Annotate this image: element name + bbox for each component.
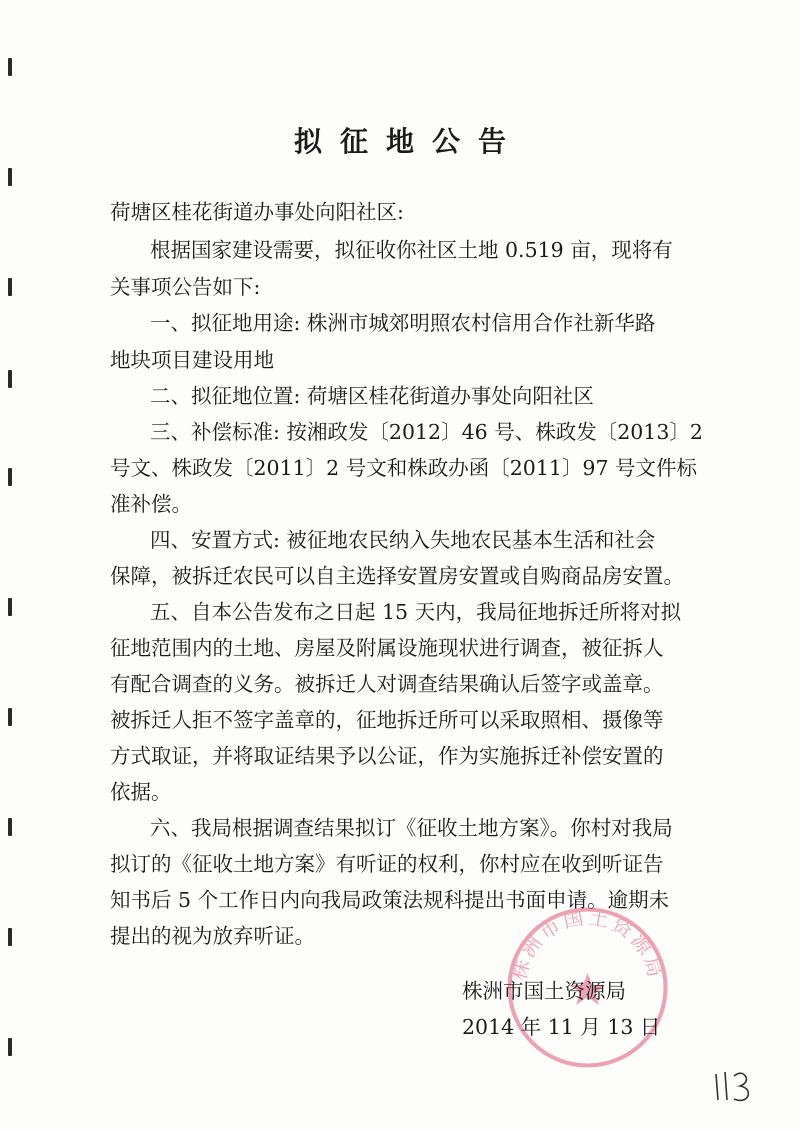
body-line: 四、安置方式: 被征地农民纳入失地农民基本生活和社会 <box>150 528 656 552</box>
svg-text:株洲市国土资源局 <box>506 905 668 982</box>
body-line: 有配合调查的义务。被拆迁人对调查结果确认后签字或盖章。 <box>110 672 664 696</box>
binding-mark <box>8 58 12 76</box>
document-title: 拟征地公告 <box>293 125 524 158</box>
body-line: 拟订的《征收土地方案》有听证的权利，你村应在收到听证告 <box>110 852 664 876</box>
body-line: 六、我局根据调查结果拟订《征收土地方案》。你村对我局 <box>150 816 673 840</box>
body-line: 征地范围内的土地、房屋及附属设施现状进行调查，被征拆人 <box>110 636 664 660</box>
page-number <box>712 1068 756 1104</box>
issue-date: 2014 年 11 月 13 日 <box>462 1015 661 1039</box>
binding-mark <box>8 168 12 186</box>
binding-mark <box>8 468 12 486</box>
body-line: 根据国家建设需要，拟征收你社区土地 0.519 亩，现将有 <box>150 238 673 262</box>
binding-mark <box>8 370 12 388</box>
body-line: 方式取证，并将取证结果予以公证，作为实施拆迁补偿安置的 <box>110 744 664 768</box>
body-line: 准补偿。 <box>110 492 192 516</box>
binding-mark <box>8 278 12 296</box>
addressee-line: 荷塘区桂花街道办事处向阳社区: <box>110 200 404 224</box>
body-line: 关事项公告如下: <box>110 275 261 299</box>
binding-mark <box>8 818 12 836</box>
body-line: 五、自本公告发布之日起 15 天内，我局征地拆迁所将对拟 <box>150 600 682 624</box>
body-line: 被拆迁人拒不签字盖章的，征地拆迁所可以采取照相、摄像等 <box>110 708 664 732</box>
binding-mark <box>8 598 12 616</box>
body-line: 保障，被拆迁农民可以自主选择安置房安置或自购商品房安置。 <box>110 564 684 588</box>
body-line: 知书后 5 个工作日内向我局政策法规科提出书面申请。逾期未 <box>110 888 670 912</box>
body-line: 地块项目建设用地 <box>110 348 274 372</box>
body-line: 提出的视为放弃听证。 <box>110 924 315 948</box>
issuer-name: 株洲市国土资源局 <box>462 979 626 1003</box>
body-line: 三、补偿标准: 按湘政发〔2012〕46 号、株政发〔2013〕2 <box>150 420 703 444</box>
binding-mark <box>8 708 12 726</box>
body-line: 一、拟征地用途: 株洲市城郊明照农村信用合作社新华路 <box>150 311 656 335</box>
body-line: 二、拟征地位置: 荷塘区桂花街道办事处向阳社区 <box>150 384 594 408</box>
binding-mark <box>8 1038 12 1056</box>
binding-mark <box>8 928 12 946</box>
body-line: 号文、株政发〔2011〕2 号文和株政办函〔2011〕97 号文件标 <box>110 456 698 480</box>
body-line: 依据。 <box>110 780 172 804</box>
seal-text: 株洲市国土资源局 <box>506 905 669 983</box>
